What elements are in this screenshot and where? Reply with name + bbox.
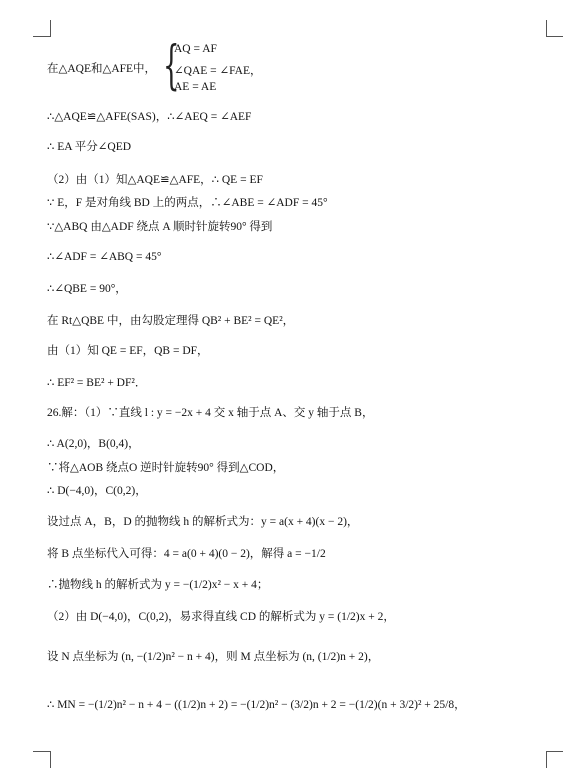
solution-line: 26.解：（1）∵直线 l : y = −2x + 4 交 x 轴于点 A、交 y 轴于点 B， xyxy=(47,407,374,419)
crop-mark-bottom-left xyxy=(50,751,51,768)
system-line: ∠QAE = ∠FAE， xyxy=(174,65,262,77)
crop-mark-top-left xyxy=(33,36,50,37)
solution-line: ∴△AQE≌△AFE(SAS)，∴∠AEQ = ∠AEF xyxy=(47,111,252,123)
solution-line: 由（1）知 QE = EF，QB = DF， xyxy=(47,345,209,357)
system-line: AQ = AF xyxy=(174,43,217,55)
crop-mark-bottom-right xyxy=(546,751,563,752)
solution-line: 在 Rt△QBE 中，由勾股定理得 QB² + BE² = QE²， xyxy=(47,315,295,327)
solution-line: ∴∠ADF = ∠ABQ = 45° xyxy=(47,251,162,263)
solution-line: ∴∠QBE = 90°， xyxy=(47,283,127,295)
crop-mark-top-right xyxy=(546,36,563,37)
solution-line: ∵ E，F 是对角线 BD 上的两点，∴∠ABE = ∠ADF = 45° xyxy=(47,197,328,209)
solution-line: ∴抛物线 h 的解析式为 y = −(1/2)x² − x + 4； xyxy=(47,579,269,591)
solution-line: 将 B 点坐标代入可得：4 = a(0 + 4)(0 − 2)，解得 a = −1/2 xyxy=(47,548,326,560)
system-intro: 在△AQE和△AFE中， xyxy=(47,63,157,75)
solution-line: （2）由（1）知△AQE≌△AFE，∴ QE = EF xyxy=(47,174,263,186)
solution-line: ∴ EF² = BE² + DF²． xyxy=(47,377,147,389)
solution-line: ∴ D(−4,0)，C(0,2)， xyxy=(47,485,147,497)
solution-line: ∴ A(2,0)，B(0,4)， xyxy=(47,438,140,450)
equation-system xyxy=(163,36,283,96)
crop-mark-top-left xyxy=(50,20,51,37)
crop-mark-bottom-right xyxy=(546,751,547,768)
solution-line: （2）由 D(−4,0)，C(0,2)，易求得直线 CD 的解析式为 y = (1/2)x + 2， xyxy=(47,611,395,623)
solution-line: ∴ MN = −(1/2)n² − n + 4 − ((1/2)n + 2) = −(1/2)n² − (3/2)n + 2 = −(1/2)(n + 3/2)² + 25/8， xyxy=(47,699,466,711)
brace-glyph: { xyxy=(163,36,180,96)
solution-line: ∵△ABQ 由△ADF 绕点 A 顺时针旋转90° 得到 xyxy=(47,221,273,233)
solution-line: ∴ EA 平分∠QED xyxy=(47,141,132,153)
system-line: AE = AE xyxy=(174,81,217,93)
solution-line: ∵将△AOB 绕点O 逆时针旋转90° 得到△COD， xyxy=(47,462,285,474)
solution-line: 设过点 A，B，D 的抛物线 h 的解析式为：y = a(x + 4)(x − 2)， xyxy=(47,516,359,528)
crop-mark-bottom-left xyxy=(33,751,50,752)
crop-mark-top-right xyxy=(546,20,547,37)
solution-line: 设 N 点坐标为 (n, −(1/2)n² − n + 4)，则 M 点坐标为 (n, (1/2)n + 2)， xyxy=(47,651,380,663)
